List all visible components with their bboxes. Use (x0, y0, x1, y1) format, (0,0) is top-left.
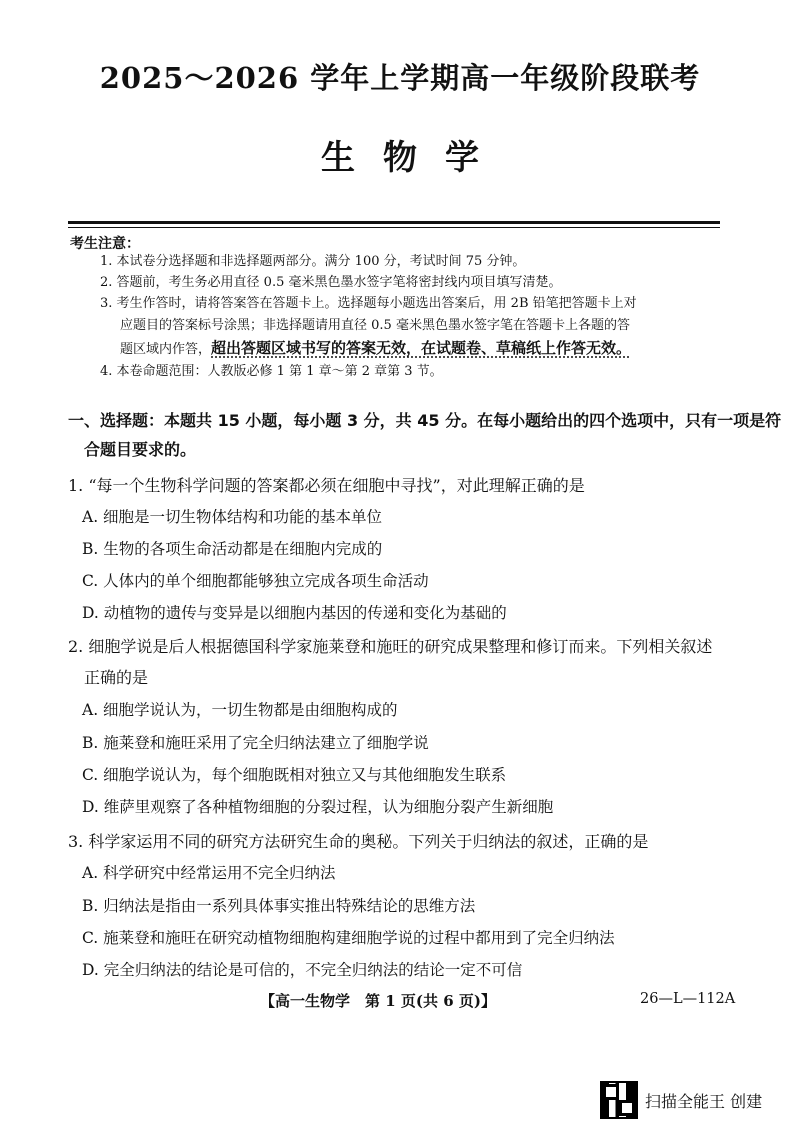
question-option: D. 动植物的遗传与变异是以细胞内基因的传递和变化为基础的 (82, 604, 507, 622)
notice-item: 2. 答题前，考生务必用直径 0.5 毫米黑色墨水签字笔将密封线内项目填写清楚。 (100, 275, 562, 290)
question-option: C. 细胞学说认为，每个细胞既相对独立又与其他细胞发生联系 (82, 766, 507, 784)
question-option: C. 施莱登和施旺在研究动植物细胞构建细胞学说的过程中都用到了完全归纳法 (82, 929, 615, 947)
exam-code: 26—L—112A (640, 991, 736, 1007)
section-heading-continued: 合题目要求的。 (84, 440, 197, 459)
notice-heading: 考生注意： (70, 236, 140, 252)
scanner-watermark: 扫描全能王 创建 (645, 1092, 763, 1111)
question-option: B. 施莱登和施旺采用了完全归纳法建立了细胞学说 (82, 734, 429, 752)
notice-item: 1. 本试卷分选择题和非选择题两部分。满分 100 分，考试时间 75 分钟。 (100, 254, 526, 269)
question-option: D. 维萨里观察了各种植物细胞的分裂过程，认为细胞分裂产生新细胞 (82, 798, 554, 816)
qr-code-icon (600, 1081, 638, 1119)
question-stem: 1. “每一个生物科学问题的答案都必须在细胞中寻找”，对此理解正确的是 (68, 476, 585, 495)
question-option: A. 细胞是一切生物体结构和功能的基本单位 (82, 508, 383, 526)
divider-thin (68, 227, 720, 228)
question-option: B. 归纳法是指由一系列具体事实推出特殊结论的思维方法 (82, 897, 476, 915)
question-option: D. 完全归纳法的结论是可信的，不完全归纳法的结论一定不可信 (82, 961, 523, 979)
question-stem: 2. 细胞学说是后人根据德国科学家施莱登和施旺的研究成果整理和修订而来。下列相关叙述 (68, 637, 713, 656)
question-option: A. 科学研究中经常运用不完全归纳法 (82, 864, 336, 882)
notice-text: 题区域内作答， (120, 342, 212, 357)
subject-title: 生物学 (321, 138, 507, 178)
question-option: C. 人体内的单个细胞都能够独立完成各项生命活动 (82, 572, 429, 590)
page-footer: 【高一生物学 第 1 页(共 6 页)】 (260, 992, 496, 1010)
section-heading: 一、选择题：本题共 15 小题，每小题 3 分，共 45 分。在每小题给出的四个选项中，只有一项是符 (68, 411, 782, 430)
question-option: A. 细胞学说认为，一切生物都是由细胞构成的 (82, 701, 398, 719)
exam-title: 2025～2026 学年上学期高一年级阶段联考 (99, 61, 701, 95)
divider-thick (68, 221, 720, 224)
notice-item-continued (120, 338, 631, 360)
notice-emphasis: 超出答题区域书写的答案无效，在试题卷、草稿纸上作答无效。 (211, 339, 632, 357)
question-stem-continued: 正确的是 (84, 668, 149, 687)
question-option: B. 生物的各项生命活动都是在细胞内完成的 (82, 540, 383, 558)
notice-item: 3. 考生作答时，请将答案答在答题卡上。选择题每小题选出答案后，用 2B 铅笔把答题卡上对 (100, 296, 637, 311)
question-stem: 3. 科学家运用不同的研究方法研究生命的奥秘。下列关于归纳法的叙述，正确的是 (68, 832, 649, 851)
notice-item: 4. 本卷命题范围：人教版必修 1 第 1 章～第 2 章第 3 节。 (100, 364, 443, 379)
notice-item-continued: 应题目的答案标号涂黑；非选择题请用直径 0.5 毫米黑色墨水签字笔在答题卡上各题的答 (120, 318, 630, 333)
